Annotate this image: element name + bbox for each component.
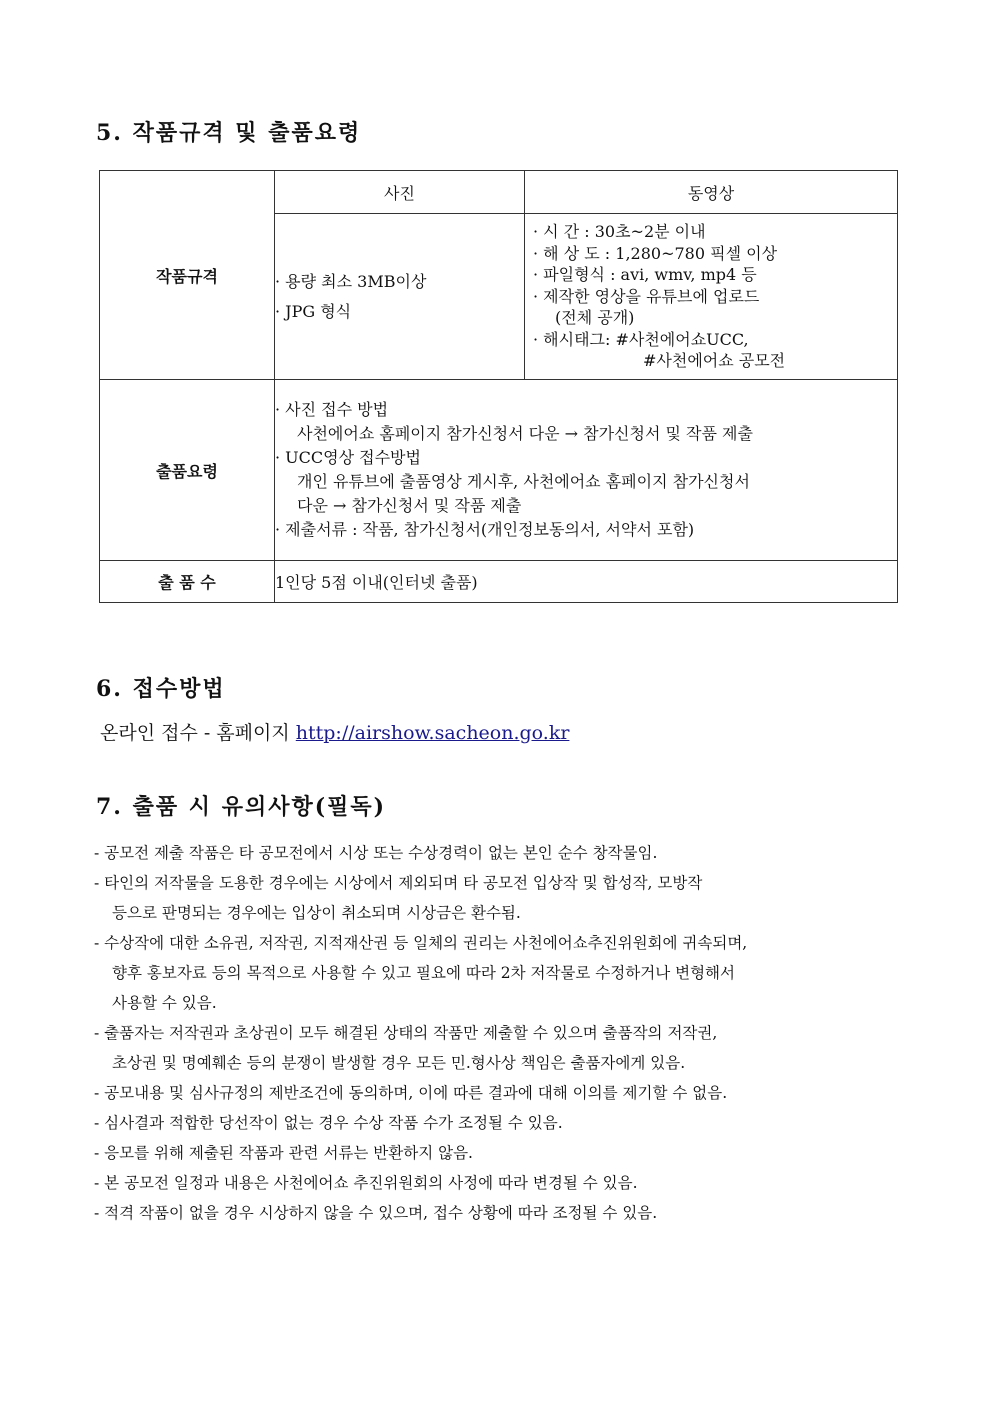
note-line: - 심사결과 적합한 당선작이 없는 경우 수상 작품 수가 조정될 수 있음.	[94, 1114, 563, 1132]
section5-title: 5. 작품규격 및 출품요령	[96, 120, 362, 146]
note-line: - 응모를 위해 제출된 작품과 관련 서류는 반환하지 않음.	[94, 1144, 473, 1162]
online-submission	[100, 718, 569, 745]
submit-line: · 제출서류 : 작품, 참가신청서(개인정보동의서, 서약서 포함)	[275, 520, 695, 539]
section7-title: 7. 출품 시 유의사항(필독)	[96, 794, 387, 820]
submit-line: · 사진 접수 방법	[275, 400, 389, 419]
note-line: - 본 공모전 일정과 내용은 사천에어쇼 추진위원회의 사정에 따라 변경될 수 있음.	[94, 1174, 638, 1192]
section6-title: 6. 접수방법	[96, 676, 226, 702]
note-line: - 수상작에 대한 소유권, 저작권, 지적재산권 등 일체의 권리는 사천에어쇼추진위원회에 귀속되며,	[94, 934, 748, 952]
count-value: 1인당 5점 이내(인터넷 출품)	[275, 561, 898, 603]
submit-line: 개인 유튜브에 출품영상 게시후, 사천에어쇼 홈페이지 참가신청서	[297, 472, 750, 491]
note-line: - 출품자는 저작권과 초상권이 모두 해결된 상태의 작품만 제출할 수 있으며 출품작의 저작권,	[94, 1024, 718, 1042]
row-header-count: 출 품 수	[100, 561, 275, 603]
video-spec-cell	[525, 214, 898, 380]
row-header-spec: 작품규격	[100, 171, 275, 380]
video-spec-line: #사천에어쇼 공모전	[643, 351, 786, 371]
notes-list	[94, 838, 904, 1228]
note-line: 향후 홍보자료 등의 목적으로 사용할 수 있고 필요에 따라 2차 저작물로 수정하거나 변형해서	[112, 964, 735, 982]
video-spec-line: · 해 상 도 : 1,280~780 픽셀 이상	[533, 243, 778, 263]
submit-line: 다운 → 참가신청서 및 작품 제출	[297, 496, 522, 515]
submit-method-cell	[275, 380, 898, 561]
column-header-photo: 사진	[275, 171, 525, 214]
note-line: - 공모전 제출 작품은 타 공모전에서 시상 또는 수상경력이 없는 본인 순수 창작물임.	[94, 844, 658, 862]
note-line: 사용할 수 있음.	[112, 994, 217, 1012]
online-submission-text: 온라인 접수 - 홈페이지	[100, 722, 296, 744]
photo-spec-line: · JPG 형식	[275, 301, 352, 321]
note-line: - 타인의 저작물을 도용한 경우에는 시상에서 제외되며 타 공모전 입상작 및 합성작, 모방작	[94, 874, 703, 892]
photo-spec-cell	[275, 214, 525, 380]
column-header-video: 동영상	[525, 171, 898, 214]
video-spec-line: · 시 간 : 30초~2분 이내	[533, 222, 706, 242]
note-line: 등으로 판명되는 경우에는 입상이 취소되며 시상금은 환수됨.	[112, 904, 521, 922]
video-spec-line: · 파일형식 : avi, wmv, mp4 등	[533, 265, 757, 285]
photo-spec-line: · 용량 최소 3MB이상	[275, 271, 427, 291]
video-spec-line: · 제작한 영상을 유튜브에 업로드	[533, 286, 760, 306]
submit-line: · UCC영상 접수방법	[275, 448, 421, 467]
submit-line: 사천에어쇼 홈페이지 참가신청서 다운 → 참가신청서 및 작품 제출	[297, 424, 753, 443]
homepage-link[interactable]: http://airshow.sacheon.go.kr	[295, 722, 570, 744]
note-line: - 적격 작품이 없을 경우 시상하지 않을 수 있으며, 접수 상황에 따라 조정될 수 있음.	[94, 1204, 658, 1222]
video-spec-line: · 해시태그: #사천에어쇼UCC,	[533, 329, 749, 349]
spec-table	[99, 170, 898, 603]
video-spec-line: (전체 공개)	[555, 308, 635, 328]
note-line: - 공모내용 및 심사규정의 제반조건에 동의하며, 이에 따른 결과에 대해 이의를 제기할 수 없음.	[94, 1084, 728, 1102]
note-line: 초상권 및 명예훼손 등의 분쟁이 발생할 경우 모든 민.형사상 책임은 출품자에게 있음.	[112, 1054, 686, 1072]
row-header-submit: 출품요령	[100, 380, 275, 561]
